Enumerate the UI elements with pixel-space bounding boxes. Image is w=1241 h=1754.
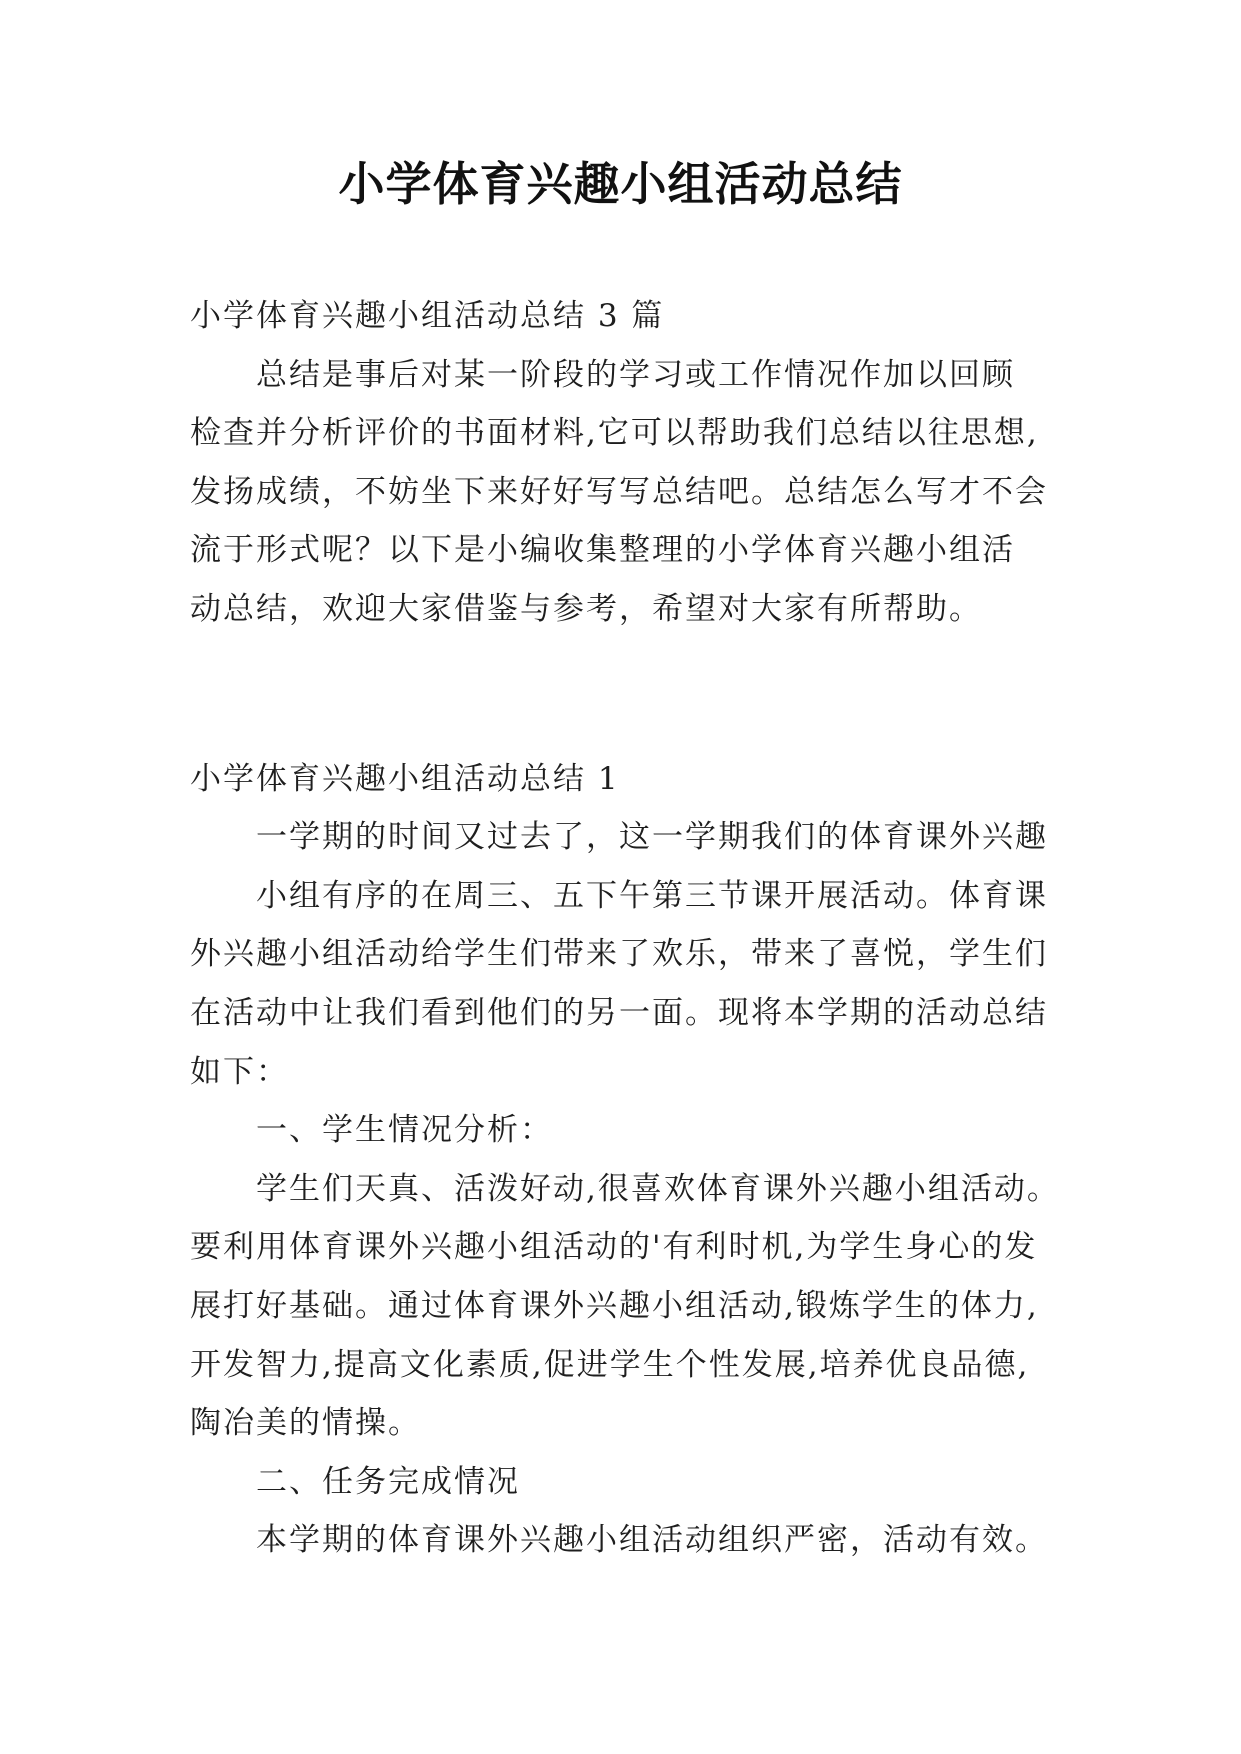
subheading-paragraph [190,1101,1090,1160]
text-line: 动总结，欢迎大家借鉴与参考，希望对大家有所帮助。 [190,590,982,627]
text-line: 外兴趣小组活动给学生们带来了欢乐，带来了喜悦，学生们 [190,936,1048,973]
text-line: 要利用体育课外兴趣小组活动的'有利时机,为学生身心的发 [190,1229,1038,1266]
document-subtitle: 小学体育兴趣小组活动总结 3 篇 [190,298,665,334]
paragraph [190,867,1090,1101]
text-line: 在活动中让我们看到他们的另一面。现将本学期的活动总结 [190,994,1048,1031]
paragraph [190,808,1090,867]
text-line: 发扬成绩，不妨坐下来好好写写总结吧。总结怎么写才不会 [190,473,1048,510]
text-line: 展打好基础。通过体育课外兴趣小组活动,锻炼学生的体力, [190,1287,1039,1324]
paragraph [190,1511,1090,1570]
subheading-line: 一、学生情况分析： [256,1112,553,1149]
document-title: 小学体育兴趣小组活动总结 [338,157,903,211]
section-heading: 小学体育兴趣小组活动总结 1 [190,760,620,797]
paragraph [190,1160,1090,1453]
text-line: 一学期的时间又过去了，这一学期我们的体育课外兴趣 [256,819,1048,856]
text-line: 如下： [190,1053,289,1090]
text-line: 流于形式呢？以下是小编收集整理的小学体育兴趣小组活 [190,532,1015,569]
subheading-line: 二、任务完成情况 [256,1463,520,1500]
text-line: 总结是事后对某一阶段的学习或工作情况作加以回顾 [256,356,1015,393]
intro-paragraph [190,346,1090,639]
text-line: 陶冶美的情操。 [190,1405,421,1442]
text-line: 本学期的体育课外兴趣小组活动组织严密，活动有效。 [256,1522,1048,1559]
text-line: 开发智力,提高文化素质,促进学生个性发展,培养优良品德, [190,1346,1030,1383]
text-line: 检查并分析评价的书面材料,它可以帮助我们总结以往思想, [190,415,1039,452]
document-body [190,287,1090,1570]
text-line: 小组有序的在周三、五下午第三节课开展活动。体育课 [256,877,1048,914]
subheading-paragraph [190,1453,1090,1512]
text-line: 学生们天真、活泼好动,很喜欢体育课外兴趣小组活动。 [256,1170,1060,1207]
